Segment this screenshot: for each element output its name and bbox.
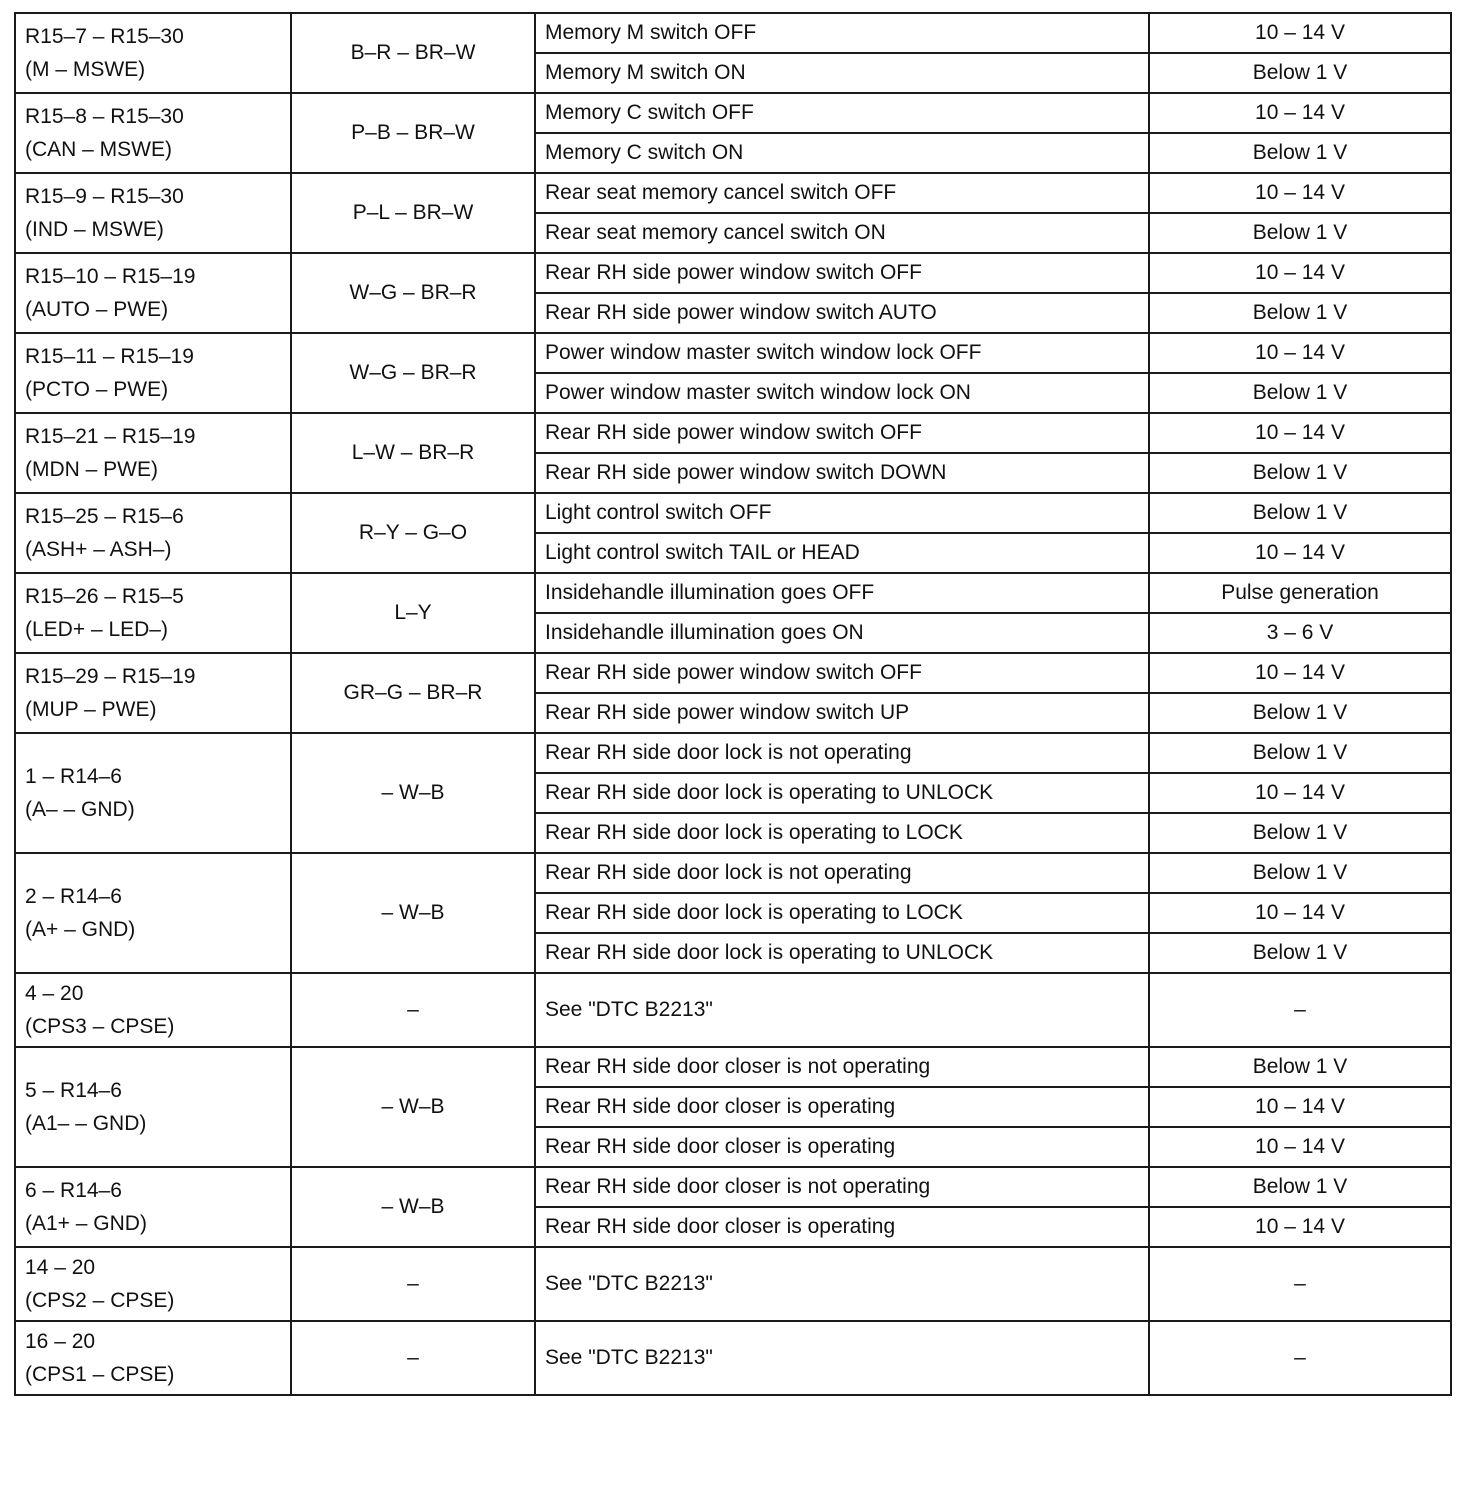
- terminal-pins: 14 – 20: [25, 1256, 96, 1279]
- table-row: [15, 733, 1451, 773]
- condition-cell: Power window master switch window lock ON: [535, 373, 1149, 413]
- specified-condition-cell: Below 1 V: [1149, 133, 1451, 173]
- table-row: [15, 1321, 1451, 1395]
- terminal-pins: 2 – R14–6: [25, 885, 122, 908]
- terminal-cell: [15, 853, 291, 973]
- specified-condition-cell: 10 – 14 V: [1149, 413, 1451, 453]
- terminal-symbols: (MUP – PWE): [25, 698, 157, 721]
- condition-cell: Memory C switch OFF: [535, 93, 1149, 133]
- terminal-voltage-table: [14, 12, 1452, 1396]
- table-row: [15, 13, 1451, 53]
- wiring-color-cell: – W–B: [291, 1167, 535, 1247]
- specified-condition-cell: 10 – 14 V: [1149, 893, 1451, 933]
- terminal-symbols: (A+ – GND): [25, 918, 136, 941]
- terminal-pins: R15–8 – R15–30: [25, 105, 184, 128]
- terminal-pins: R15–25 – R15–6: [25, 505, 184, 528]
- condition-cell: Rear RH side power window switch AUTO: [535, 293, 1149, 333]
- terminal-cell: [15, 413, 291, 493]
- specified-condition-cell: Below 1 V: [1149, 373, 1451, 413]
- specified-condition-cell: Below 1 V: [1149, 493, 1451, 533]
- condition-cell: See "DTC B2213": [535, 1321, 1149, 1395]
- wiring-color-cell: W–G – BR–R: [291, 253, 535, 333]
- wiring-color-cell: –: [291, 1247, 535, 1321]
- wiring-color-cell: –: [291, 1321, 535, 1395]
- table-row: [15, 173, 1451, 213]
- table-row: [15, 253, 1451, 293]
- wiring-color-cell: – W–B: [291, 1047, 535, 1167]
- specified-condition-cell: 10 – 14 V: [1149, 13, 1451, 53]
- specified-condition-cell: Below 1 V: [1149, 293, 1451, 333]
- terminal-symbols: (A1– – GND): [25, 1112, 147, 1135]
- terminal-symbols: (A1+ – GND): [25, 1212, 147, 1235]
- specified-condition-cell: 10 – 14 V: [1149, 93, 1451, 133]
- wiring-color-cell: W–G – BR–R: [291, 333, 535, 413]
- terminal-pins: R15–26 – R15–5: [25, 585, 184, 608]
- condition-cell: Rear RH side door lock is not operating: [535, 733, 1149, 773]
- condition-cell: Memory M switch ON: [535, 53, 1149, 93]
- terminal-pins: R15–7 – R15–30: [25, 25, 184, 48]
- specified-condition-cell: Below 1 V: [1149, 1047, 1451, 1087]
- terminal-symbols: (M – MSWE): [25, 58, 146, 81]
- condition-cell: Insidehandle illumination goes ON: [535, 613, 1149, 653]
- terminal-cell: [15, 253, 291, 333]
- specified-condition-cell: –: [1149, 1321, 1451, 1395]
- specified-condition-cell: 10 – 14 V: [1149, 1087, 1451, 1127]
- terminal-pins: 1 – R14–6: [25, 765, 122, 788]
- wiring-color-cell: –: [291, 973, 535, 1047]
- terminal-cell: [15, 13, 291, 93]
- specified-condition-cell: Below 1 V: [1149, 853, 1451, 893]
- terminal-cell: [15, 653, 291, 733]
- specified-condition-cell: –: [1149, 1247, 1451, 1321]
- condition-cell: Rear RH side power window switch UP: [535, 693, 1149, 733]
- terminal-symbols: (MDN – PWE): [25, 458, 158, 481]
- terminal-pins: R15–9 – R15–30: [25, 185, 184, 208]
- terminal-symbols: (A– – GND): [25, 798, 135, 821]
- terminal-symbols: (LED+ – LED–): [25, 618, 168, 641]
- specified-condition-cell: Below 1 V: [1149, 933, 1451, 973]
- terminal-pins: R15–11 – R15–19: [25, 345, 194, 368]
- table-row: [15, 413, 1451, 453]
- condition-cell: Rear RH side door lock is not operating: [535, 853, 1149, 893]
- terminal-cell: [15, 93, 291, 173]
- condition-cell: Rear RH side door closer is not operating: [535, 1167, 1149, 1207]
- terminal-cell: [15, 173, 291, 253]
- condition-cell: See "DTC B2213": [535, 973, 1149, 1047]
- table-row: [15, 973, 1451, 1047]
- specified-condition-cell: Below 1 V: [1149, 53, 1451, 93]
- condition-cell: Light control switch OFF: [535, 493, 1149, 533]
- terminal-symbols: (CPS2 – CPSE): [25, 1289, 175, 1312]
- condition-cell: Rear RH side door lock is operating to LOCK: [535, 813, 1149, 853]
- table-row: [15, 1047, 1451, 1087]
- wiring-color-cell: P–L – BR–W: [291, 173, 535, 253]
- terminal-cell: [15, 333, 291, 413]
- specified-condition-cell: Below 1 V: [1149, 813, 1451, 853]
- terminal-pins: 16 – 20: [25, 1330, 96, 1353]
- specified-condition-cell: Pulse generation: [1149, 573, 1451, 613]
- terminal-symbols: (CPS1 – CPSE): [25, 1363, 175, 1386]
- condition-cell: Power window master switch window lock OFF: [535, 333, 1149, 373]
- condition-cell: Rear RH side door closer is operating: [535, 1127, 1149, 1167]
- condition-cell: Memory M switch OFF: [535, 13, 1149, 53]
- specified-condition-cell: 3 – 6 V: [1149, 613, 1451, 653]
- wiring-color-cell: GR–G – BR–R: [291, 653, 535, 733]
- table-row: [15, 653, 1451, 693]
- terminal-symbols: (CAN – MSWE): [25, 138, 172, 161]
- terminal-pins: 5 – R14–6: [25, 1079, 122, 1102]
- specified-condition-cell: –: [1149, 973, 1451, 1047]
- table-row: [15, 573, 1451, 613]
- specified-condition-cell: 10 – 14 V: [1149, 773, 1451, 813]
- wiring-color-cell: – W–B: [291, 853, 535, 973]
- condition-cell: Rear RH side door lock is operating to UNLOCK: [535, 773, 1149, 813]
- specified-condition-cell: Below 1 V: [1149, 453, 1451, 493]
- specified-condition-cell: 10 – 14 V: [1149, 1127, 1451, 1167]
- table-body: [15, 13, 1451, 1395]
- terminal-symbols: (IND – MSWE): [25, 218, 164, 241]
- terminal-symbols: (AUTO – PWE): [25, 298, 169, 321]
- condition-cell: Memory C switch ON: [535, 133, 1149, 173]
- specified-condition-cell: 10 – 14 V: [1149, 253, 1451, 293]
- terminal-cell: [15, 973, 291, 1047]
- condition-cell: Rear RH side door closer is operating: [535, 1207, 1149, 1247]
- condition-cell: Rear RH side power window switch OFF: [535, 653, 1149, 693]
- specified-condition-cell: Below 1 V: [1149, 693, 1451, 733]
- terminal-symbols: (ASH+ – ASH–): [25, 538, 172, 561]
- condition-cell: Rear seat memory cancel switch ON: [535, 213, 1149, 253]
- table-row: [15, 333, 1451, 373]
- specified-condition-cell: 10 – 14 V: [1149, 333, 1451, 373]
- terminal-cell: [15, 493, 291, 573]
- table-row: [15, 1247, 1451, 1321]
- specified-condition-cell: Below 1 V: [1149, 1167, 1451, 1207]
- condition-cell: Rear RH side power window switch OFF: [535, 253, 1149, 293]
- terminal-pins: 4 – 20: [25, 982, 84, 1005]
- terminal-symbols: (PCTO – PWE): [25, 378, 169, 401]
- condition-cell: Rear RH side door lock is operating to LOCK: [535, 893, 1149, 933]
- condition-cell: Rear seat memory cancel switch OFF: [535, 173, 1149, 213]
- table-row: [15, 1167, 1451, 1207]
- table-row: [15, 93, 1451, 133]
- wiring-color-cell: P–B – BR–W: [291, 93, 535, 173]
- condition-cell: Light control switch TAIL or HEAD: [535, 533, 1149, 573]
- terminal-cell: [15, 1247, 291, 1321]
- condition-cell: Rear RH side power window switch OFF: [535, 413, 1149, 453]
- wiring-color-cell: L–Y: [291, 573, 535, 653]
- specified-condition-cell: Below 1 V: [1149, 213, 1451, 253]
- wiring-color-cell: L–W – BR–R: [291, 413, 535, 493]
- terminal-cell: [15, 1167, 291, 1247]
- wiring-color-cell: B–R – BR–W: [291, 13, 535, 93]
- terminal-symbols: (CPS3 – CPSE): [25, 1015, 175, 1038]
- terminal-cell: [15, 1047, 291, 1167]
- specified-condition-cell: 10 – 14 V: [1149, 1207, 1451, 1247]
- wiring-color-cell: – W–B: [291, 733, 535, 853]
- terminal-pins: R15–29 – R15–19: [25, 665, 196, 688]
- terminal-cell: [15, 573, 291, 653]
- condition-cell: Rear RH side door closer is operating: [535, 1087, 1149, 1127]
- condition-cell: Insidehandle illumination goes OFF: [535, 573, 1149, 613]
- terminal-pins: R15–21 – R15–19: [25, 425, 196, 448]
- condition-cell: Rear RH side power window switch DOWN: [535, 453, 1149, 493]
- condition-cell: Rear RH side door lock is operating to UNLOCK: [535, 933, 1149, 973]
- specified-condition-cell: 10 – 14 V: [1149, 173, 1451, 213]
- terminal-pins: 6 – R14–6: [25, 1179, 122, 1202]
- table-row: [15, 853, 1451, 893]
- terminal-cell: [15, 733, 291, 853]
- specified-condition-cell: Below 1 V: [1149, 733, 1451, 773]
- specified-condition-cell: 10 – 14 V: [1149, 533, 1451, 573]
- condition-cell: Rear RH side door closer is not operating: [535, 1047, 1149, 1087]
- terminal-cell: [15, 1321, 291, 1395]
- condition-cell: See "DTC B2213": [535, 1247, 1149, 1321]
- wiring-color-cell: R–Y – G–O: [291, 493, 535, 573]
- terminal-pins: R15–10 – R15–19: [25, 265, 196, 288]
- specified-condition-cell: 10 – 14 V: [1149, 653, 1451, 693]
- table-row: [15, 493, 1451, 533]
